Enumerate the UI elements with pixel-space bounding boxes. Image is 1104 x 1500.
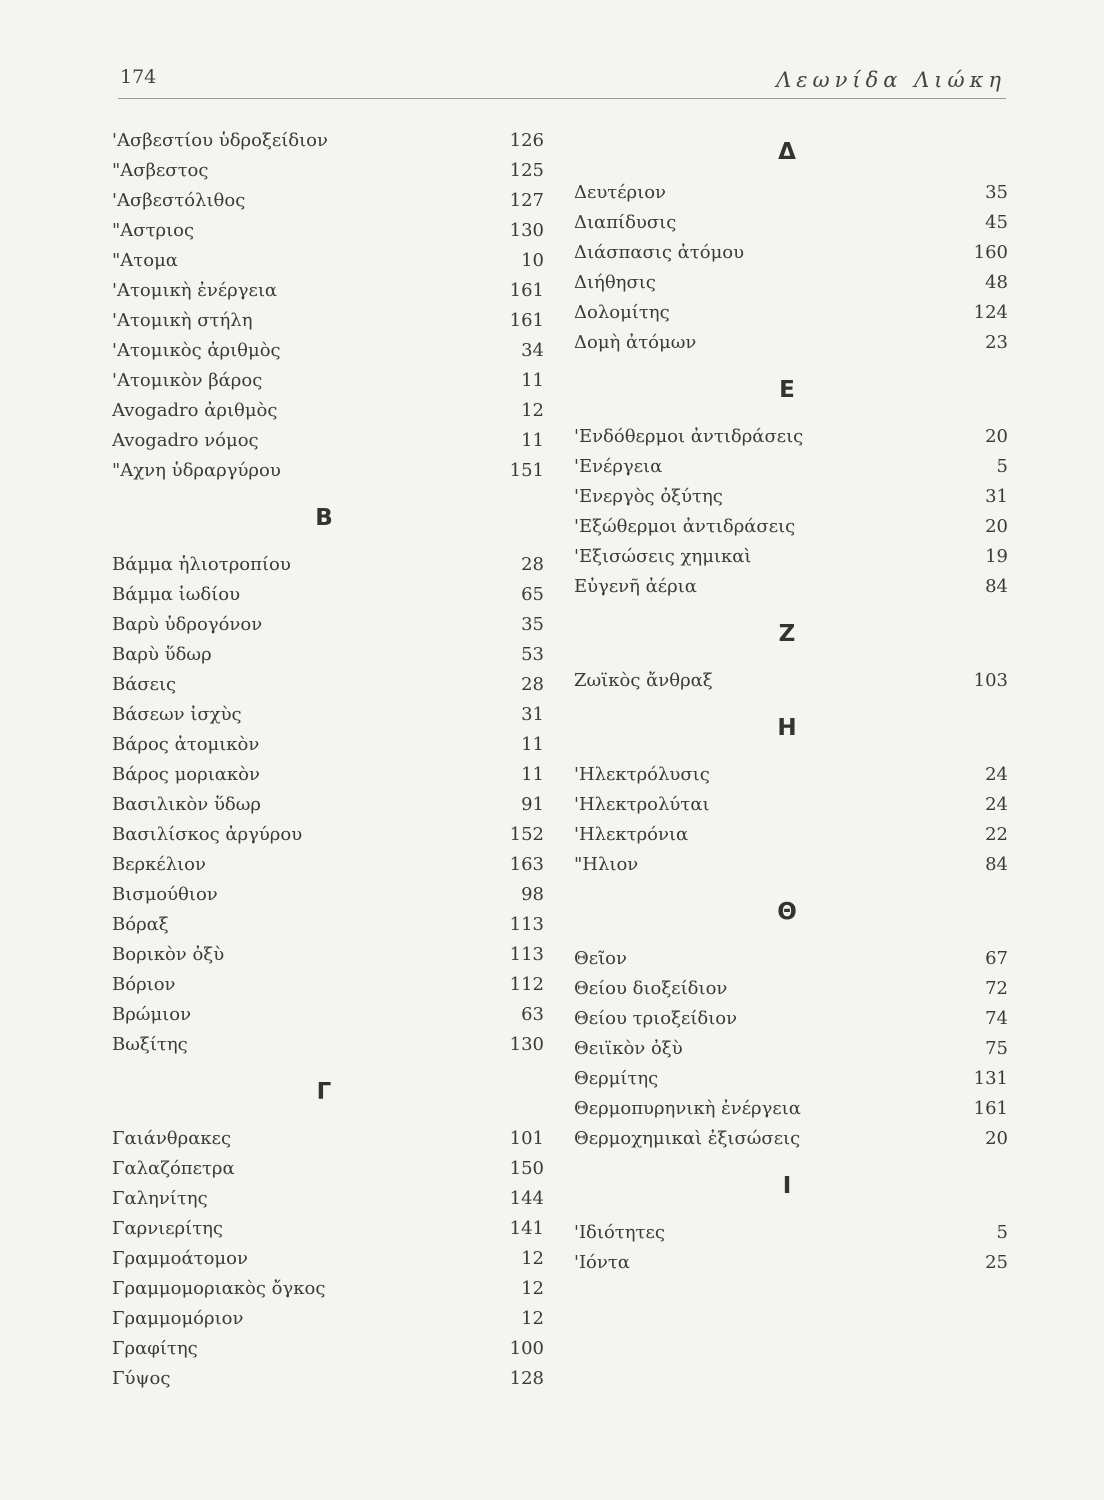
- index-term: Βάμμα ἡλιοτροπίου: [112, 554, 291, 575]
- index-term: Βασιλίσκος ἀργύρου: [112, 824, 303, 845]
- index-page-number: 75: [985, 1038, 1008, 1059]
- index-term: 'Ιδιότητες: [574, 1222, 665, 1243]
- index-entry: [566, 1034, 1008, 1064]
- index-page-number: 5: [996, 456, 1008, 477]
- index-entry: [566, 944, 1008, 974]
- index-term: 'Ηλεκτρολύται: [574, 794, 710, 815]
- index-page-number: 150: [509, 1158, 544, 1179]
- index-page-number: 152: [509, 824, 544, 845]
- index-term: Θείου τριοξείδιον: [574, 1008, 738, 1029]
- index-page-number: 144: [509, 1188, 544, 1209]
- index-term: Βάσεων ἰσχὺς: [112, 704, 242, 725]
- index-entry: [104, 216, 544, 246]
- index-term: 'Ασβεστόλιθος: [112, 190, 246, 211]
- index-entry: [566, 790, 1008, 820]
- index-page-number: 11: [521, 734, 544, 755]
- index-entry: [104, 126, 544, 156]
- index-entry: [104, 1184, 544, 1214]
- index-page-number: 84: [985, 576, 1008, 597]
- index-page-number: 160: [973, 242, 1008, 263]
- index-term: "Ηλιον: [574, 854, 639, 875]
- index-page-number: 151: [509, 460, 544, 481]
- index-term: Δευτέριον: [574, 182, 666, 203]
- index-page-number: 35: [985, 182, 1008, 203]
- index-page-number: 12: [521, 1248, 544, 1269]
- index-entry: [566, 542, 1008, 572]
- index-term: Βισμούθιον: [112, 884, 218, 905]
- index-page-number: 11: [521, 764, 544, 785]
- index-term: Γαρνιερίτης: [112, 1218, 224, 1239]
- index-page-number: 91: [521, 794, 544, 815]
- index-entry: [566, 328, 1008, 358]
- index-page-number: 20: [985, 426, 1008, 447]
- index-entry: [104, 640, 544, 670]
- index-term: Γραμμομοριακὸς ὄγκος: [112, 1278, 326, 1299]
- index-entry: [566, 1094, 1008, 1124]
- index-page-number: 65: [521, 584, 544, 605]
- index-page-number: 103: [973, 670, 1008, 691]
- index-page-number: 113: [509, 944, 544, 965]
- index-page-number: 125: [509, 160, 544, 181]
- index-entry: [566, 666, 1008, 696]
- index-term: 'Εξώθερμοι ἀντιδράσεις: [574, 516, 796, 537]
- index-page-number: 48: [985, 272, 1008, 293]
- index-entry: [104, 1334, 544, 1364]
- index-page-number: 20: [985, 1128, 1008, 1149]
- index-term: Θείου διοξείδιον: [574, 978, 728, 999]
- index-term: Βαρὺ ὑδρογόνον: [112, 614, 263, 635]
- index-page-number: 163: [509, 854, 544, 875]
- index-entry: [566, 760, 1008, 790]
- index-page-number: 141: [509, 1218, 544, 1239]
- index-term: Βάρος μοριακὸν: [112, 764, 260, 785]
- section-letter: E: [779, 377, 795, 403]
- index-entry: [566, 820, 1008, 850]
- index-entry: [104, 336, 544, 366]
- index-term: "Αστριος: [112, 220, 195, 241]
- index-entry: [104, 1000, 544, 1030]
- index-entry: [104, 1364, 544, 1394]
- section-letter: B: [315, 505, 333, 531]
- index-entry: [104, 156, 544, 186]
- index-page-number: 12: [521, 1278, 544, 1299]
- section-letter: Γ: [316, 1079, 332, 1105]
- index-term: Βάσεις: [112, 674, 177, 695]
- index-page-number: 126: [509, 130, 544, 151]
- index-term: Avogadro νόμος: [112, 430, 259, 451]
- index-entry: [566, 208, 1008, 238]
- index-entry: [566, 512, 1008, 542]
- index-page-number: 113: [509, 914, 544, 935]
- index-page-number: 24: [985, 764, 1008, 785]
- index-entry: [104, 820, 544, 850]
- index-page-number: 67: [985, 948, 1008, 969]
- index-entry: [104, 396, 544, 426]
- index-page-number: 28: [521, 554, 544, 575]
- index-page-number: 72: [985, 978, 1008, 999]
- index-entry: [566, 1124, 1008, 1154]
- index-entry: [104, 1274, 544, 1304]
- index-entry: [566, 298, 1008, 328]
- index-page-number: 10: [521, 250, 544, 271]
- index-term: 'Ασβεστίου ὑδροξείδιον: [112, 130, 328, 151]
- index-page-number: 127: [509, 190, 544, 211]
- index-entry: [566, 452, 1008, 482]
- index-page-number: 98: [521, 884, 544, 905]
- index-term: Θειϊκὸν ὀξὺ: [574, 1038, 683, 1059]
- index-page-number: 45: [985, 212, 1008, 233]
- index-entry: [566, 1004, 1008, 1034]
- index-term: Βόραξ: [112, 914, 169, 935]
- index-term: Θερμοχημικαὶ ἐξισώσεις: [574, 1128, 801, 1149]
- index-term: Δομὴ ἀτόμων: [574, 332, 697, 353]
- index-entry: [104, 1244, 544, 1274]
- index-term: 'Ηλεκτρόλυσις: [574, 764, 710, 785]
- index-entry: [566, 974, 1008, 1004]
- index-term: Βερκέλιον: [112, 854, 206, 875]
- index-page-number: 128: [509, 1368, 544, 1389]
- section-letter: I: [782, 1173, 792, 1199]
- index-entry: [104, 1304, 544, 1334]
- index-page-number: 84: [985, 854, 1008, 875]
- index-entry: [104, 970, 544, 1000]
- index-entry: [104, 760, 544, 790]
- index-term: Γραφίτης: [112, 1338, 198, 1359]
- index-term: Avogadro ἀριθμὸς: [112, 400, 278, 421]
- index-term: 'Ιόντα: [574, 1252, 630, 1273]
- section-letter: Δ: [778, 139, 796, 165]
- index-entry: [104, 456, 544, 486]
- index-entry: [104, 850, 544, 880]
- index-term: Διήθησις: [574, 272, 656, 293]
- index-entry: [104, 276, 544, 306]
- index-term: Βαρὺ ὕδωρ: [112, 644, 212, 665]
- index-page-number: 124: [973, 302, 1008, 323]
- index-page-number: 161: [973, 1098, 1008, 1119]
- index-entry: [566, 422, 1008, 452]
- index-page-number: 161: [509, 280, 544, 301]
- section-letter: H: [777, 715, 797, 741]
- index-term: Θεῖον: [574, 948, 627, 969]
- index-term: 'Ενδόθερμοι ἀντιδράσεις: [574, 426, 804, 447]
- index-entry: [104, 700, 544, 730]
- index-page-number: 131: [973, 1068, 1008, 1089]
- index-term: "Αχνη ὑδραργύρου: [112, 460, 281, 481]
- index-entry: [104, 246, 544, 276]
- index-page-number: 11: [521, 370, 544, 391]
- index-column-right: [566, 126, 1008, 1278]
- index-term: Βασιλικὸν ὕδωρ: [112, 794, 261, 815]
- index-entry: [566, 1248, 1008, 1278]
- index-page-number: 24: [985, 794, 1008, 815]
- index-term: Βόριον: [112, 974, 176, 995]
- index-entry: [566, 850, 1008, 880]
- index-entry: [104, 670, 544, 700]
- index-page-number: 12: [521, 1308, 544, 1329]
- index-term: Θερμοπυρηνικὴ ἐνέργεια: [574, 1098, 801, 1119]
- index-page-number: 19: [985, 546, 1008, 567]
- index-page-number: 12: [521, 400, 544, 421]
- index-page-number: 130: [509, 220, 544, 241]
- index-page-number: 53: [521, 644, 544, 665]
- index-term: Βάμμα ἰωδίου: [112, 584, 241, 605]
- index-term: Διάσπασις ἀτόμου: [574, 242, 745, 263]
- page-number: 174: [120, 66, 157, 88]
- index-entry: [104, 580, 544, 610]
- index-entry: [104, 1154, 544, 1184]
- index-entry: [104, 880, 544, 910]
- index-entry: [104, 426, 544, 456]
- index-entry: [566, 268, 1008, 298]
- index-page-number: 5: [996, 1222, 1008, 1243]
- index-term: Γύψος: [112, 1368, 171, 1389]
- index-entry: [566, 1064, 1008, 1094]
- index-entry: [104, 550, 544, 580]
- index-page-number: 34: [521, 340, 544, 361]
- index-term: "Ασβεστος: [112, 160, 209, 181]
- index-term: 'Ατομικὸς ἀριθμὸς: [112, 340, 281, 361]
- index-entry: [566, 1218, 1008, 1248]
- index-page-number: 63: [521, 1004, 544, 1025]
- index-page-number: 31: [521, 704, 544, 725]
- index-page-number: 22: [985, 824, 1008, 845]
- index-entry: [566, 238, 1008, 268]
- index-page-number: 31: [985, 486, 1008, 507]
- index-term: Δολομίτης: [574, 302, 670, 323]
- index-entry: [104, 610, 544, 640]
- index-term: 'Ατομικὸν βάρος: [112, 370, 263, 391]
- index-entry: [104, 1214, 544, 1244]
- index-column-left: [104, 126, 544, 1394]
- index-term: Γαλαζόπετρα: [112, 1158, 235, 1179]
- index-term: 'Ηλεκτρόνια: [574, 824, 689, 845]
- index-term: Γαληνίτης: [112, 1188, 208, 1209]
- index-entry: [566, 572, 1008, 602]
- index-page-number: 161: [509, 310, 544, 331]
- index-page-number: 112: [509, 974, 544, 995]
- index-term: Βρώμιον: [112, 1004, 192, 1025]
- index-page-number: 101: [509, 1128, 544, 1149]
- index-term: 'Ενέργεια: [574, 456, 663, 477]
- index-entry: [104, 306, 544, 336]
- index-term: Βωξίτης: [112, 1034, 188, 1055]
- section-letter: Z: [778, 621, 796, 647]
- index-entry: [104, 1124, 544, 1154]
- index-page-number: 28: [521, 674, 544, 695]
- index-term: Εὐγενῆ ἀέρια: [574, 576, 697, 597]
- index-entry: [104, 366, 544, 396]
- index-term: "Ατομα: [112, 250, 178, 271]
- index-entry: [104, 790, 544, 820]
- index-entry: [104, 730, 544, 760]
- index-entry: [104, 1030, 544, 1060]
- index-term: 'Ατομικὴ ἐνέργεια: [112, 280, 278, 301]
- index-entry: [566, 482, 1008, 512]
- index-term: Γαιάνθρακες: [112, 1128, 232, 1149]
- index-entry: [566, 178, 1008, 208]
- index-term: Βορικὸν ὀξὺ: [112, 944, 225, 965]
- index-term: 'Ενεργὸς ὀξύτης: [574, 486, 723, 507]
- index-page-number: 25: [985, 1252, 1008, 1273]
- index-term: 'Ατομικὴ στήλη: [112, 310, 253, 331]
- index-entry: [104, 186, 544, 216]
- index-term: Διαπίδυσις: [574, 212, 677, 233]
- index-page-number: 23: [985, 332, 1008, 353]
- index-page-number: 35: [521, 614, 544, 635]
- index-term: Γραμμοάτομον: [112, 1248, 248, 1269]
- index-entry: [104, 910, 544, 940]
- running-title: Λεωνίδα Λιώκη: [776, 68, 1006, 92]
- section-letter: Θ: [777, 899, 797, 925]
- index-term: Βάρος ἀτομικὸν: [112, 734, 260, 755]
- index-page-number: 74: [985, 1008, 1008, 1029]
- index-page-number: 100: [509, 1338, 544, 1359]
- index-term: Γραμμομόριον: [112, 1308, 244, 1329]
- index-term: Ζωϊκὸς ἄνθραξ: [574, 670, 713, 691]
- page-header: [118, 64, 1006, 99]
- index-term: Θερμίτης: [574, 1068, 659, 1089]
- index-term: 'Εξισώσεις χημικαὶ: [574, 546, 752, 567]
- index-entry: [104, 940, 544, 970]
- index-page-number: 130: [509, 1034, 544, 1055]
- index-page-number: 11: [521, 430, 544, 451]
- index-page-number: 20: [985, 516, 1008, 537]
